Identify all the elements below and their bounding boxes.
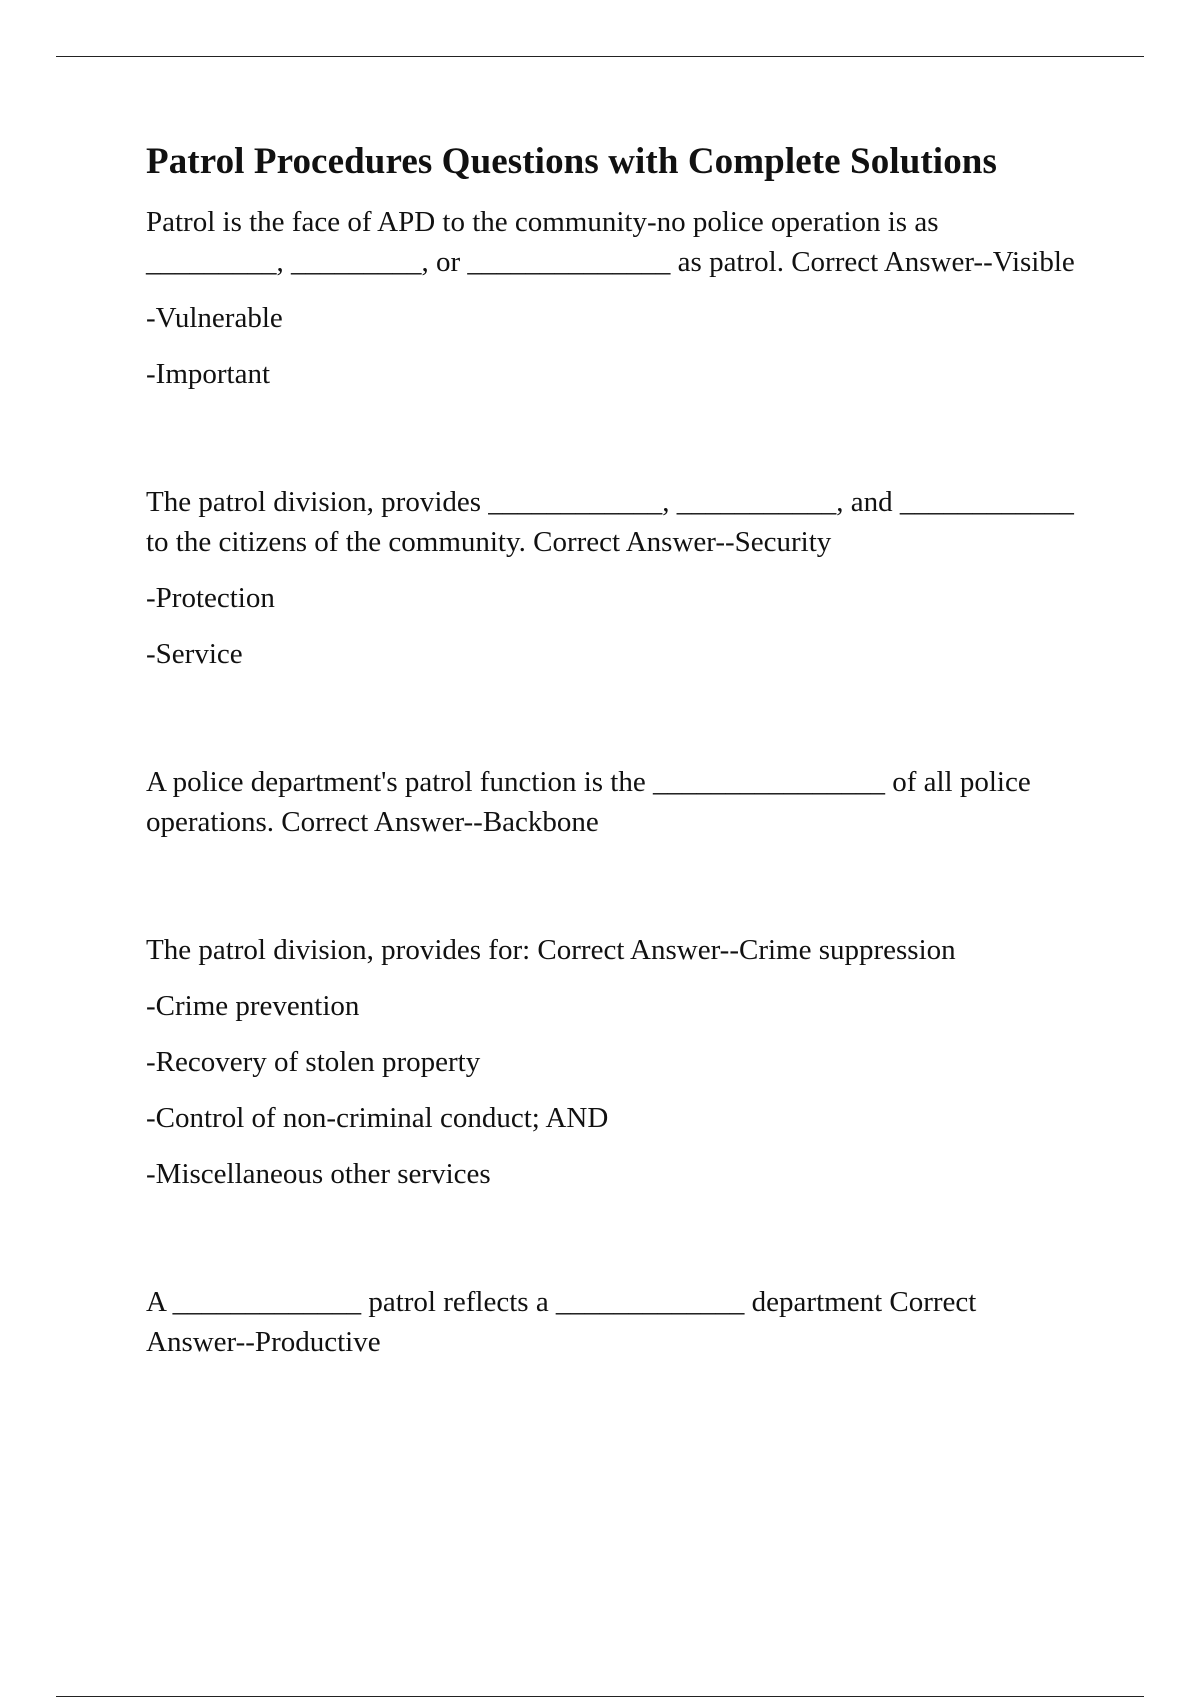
- question-text: A police department's patrol function is the ________________ of all police operations. Correct Answer--Backbone: [146, 766, 1031, 839]
- answer-item: -Important: [146, 358, 271, 391]
- answer-item: -Miscellaneous other services: [146, 1158, 491, 1191]
- spacer: [146, 1210, 1076, 1282]
- question-block-3: [146, 762, 1076, 842]
- spacer: [146, 858, 1076, 930]
- document-body: [146, 140, 1076, 1378]
- footer-rule: [56, 1696, 1144, 1697]
- document-title: Patrol Procedures Questions with Complete Solutions: [146, 141, 997, 182]
- answer-item: -Crime prevention: [146, 990, 360, 1023]
- spacer: [146, 410, 1076, 482]
- answer-item: -Recovery of stolen property: [146, 1046, 481, 1079]
- question-text: Patrol is the face of APD to the community-no police operation is as _________, _________, or ______________ as patrol. Correct Answer--Visible: [146, 206, 1075, 279]
- answer-item: -Service: [146, 638, 243, 671]
- question-text: The patrol division, provides for: Correct Answer--Crime suppression: [146, 934, 956, 967]
- question-text: The patrol division, provides ____________, ___________, and ____________ to the citizens of the community. Correct Answer--Security: [146, 486, 1074, 559]
- question-text: A _____________ patrol reflects a _____________ department Correct Answer--Productive: [146, 1286, 977, 1359]
- answer-item: -Vulnerable: [146, 302, 283, 335]
- question-block-4: [146, 930, 1076, 1194]
- spacer: [146, 690, 1076, 762]
- header-rule: [56, 56, 1144, 57]
- question-block-5: [146, 1282, 1076, 1362]
- question-block-1: [146, 202, 1076, 394]
- answer-item: -Control of non-criminal conduct; AND: [146, 1102, 609, 1135]
- question-block-2: [146, 482, 1076, 674]
- answer-item: -Protection: [146, 582, 275, 615]
